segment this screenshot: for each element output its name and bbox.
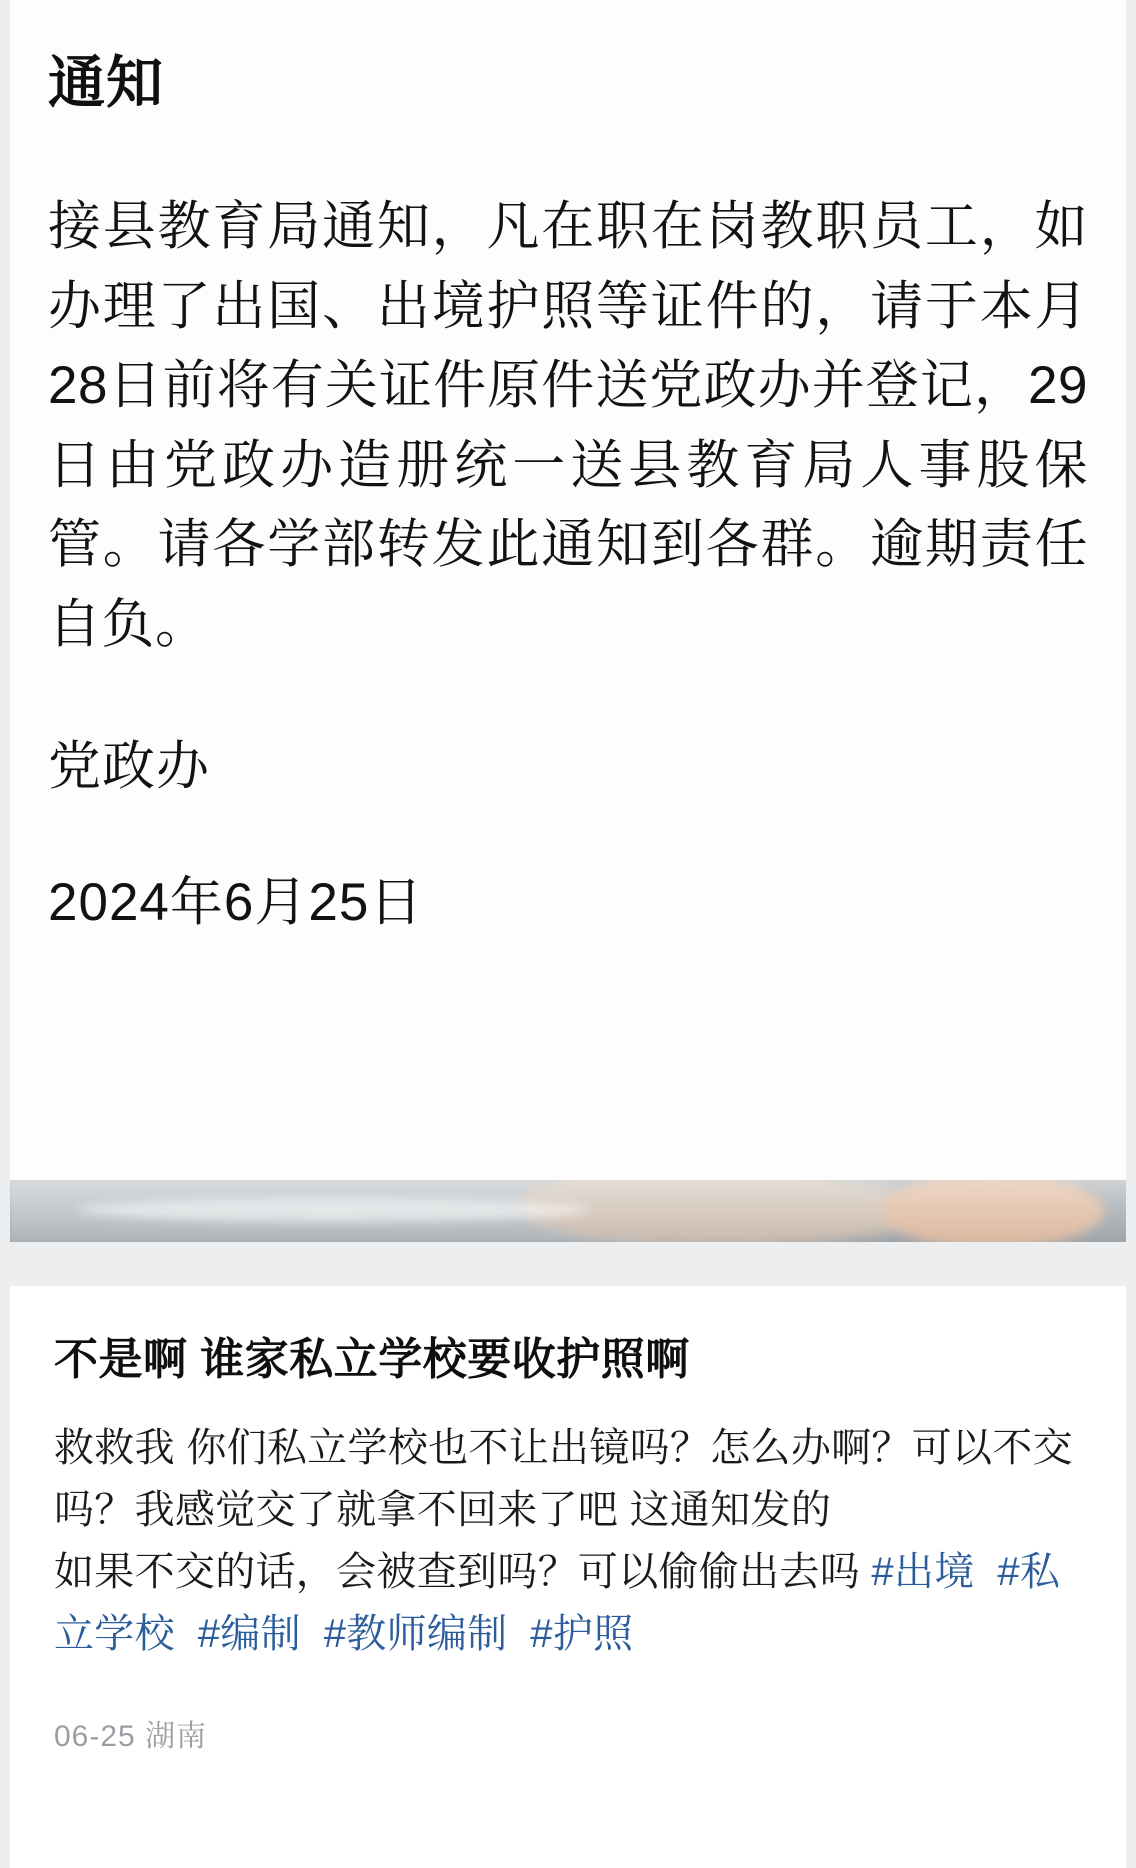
notice-date: 2024年6月25日 [48, 873, 424, 933]
post-paragraph-2-text: 如果不交的话，会被查到吗？可以偷偷出去吗 [54, 1550, 872, 1595]
post-text [54, 1417, 1082, 1665]
left-gutter [0, 0, 10, 1868]
notice-body: 接县教育局通知，凡在职在岗教职员工，如办理了出国、出境护照等证件的，请于本月28日前将有关证件原件送党政办并登记，29日由党政办造册统一送县教育局人事股保管。请各学部转发此通知到各群。逾期责任自负。 [48, 197, 1088, 654]
hashtag-bianzhi[interactable]: #编制 [197, 1612, 301, 1657]
notice-image[interactable] [10, 0, 1126, 1180]
photo-blur-right [881, 1180, 1104, 1242]
photo-strip[interactable] [10, 1180, 1126, 1242]
media-caption-divider [0, 1242, 1136, 1286]
hashtag-teacher-bianzhi[interactable]: #教师编制 [323, 1612, 508, 1657]
hashtag-passport[interactable]: #护照 [530, 1612, 634, 1657]
post-title: 不是啊 谁家私立学校要收护照啊 [54, 1335, 690, 1384]
post-content [10, 1286, 1126, 1868]
post-paragraph-1: 救救我 你们私立学校也不让出镜吗？怎么办啊？可以不交吗？我感觉交了就拿不回来了吧 这通知发的 [54, 1426, 1073, 1533]
hashtag-chuenjing[interactable]: #出境 [871, 1550, 975, 1595]
photo-foam [77, 1198, 590, 1222]
post-meta: 06-25 湖南 [54, 1720, 208, 1754]
right-gutter [1126, 0, 1136, 1868]
hashtag-private-school[interactable]: #私立学校 [54, 1550, 1061, 1657]
notice-signature: 党政办 [48, 737, 210, 797]
post-paragraph-2 [54, 1541, 1082, 1665]
notice-title: 通知 [48, 51, 164, 115]
